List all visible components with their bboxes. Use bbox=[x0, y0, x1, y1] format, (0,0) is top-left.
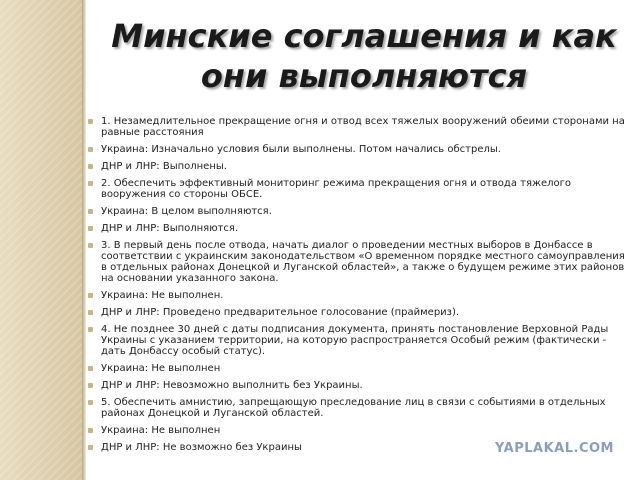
bullet-icon bbox=[88, 383, 93, 388]
bullet-icon bbox=[88, 209, 93, 214]
bullet-icon bbox=[88, 310, 93, 315]
list-item bbox=[88, 178, 628, 200]
list-item-text: 2. Обеспечить эффективный мониторинг режима прекращения огня и отвода тяжелого вооружения со стороны ОБСЕ. bbox=[101, 178, 572, 200]
list-item bbox=[88, 144, 628, 155]
list-item-text: ДНР и ЛНР: Не возможно без Украины bbox=[101, 442, 302, 453]
list-item bbox=[88, 307, 628, 318]
list-item bbox=[88, 161, 628, 172]
list-item bbox=[88, 240, 628, 284]
list-item-text: Украина: Не выполнен bbox=[101, 425, 221, 436]
decorative-side-band bbox=[0, 0, 82, 480]
bullet-icon bbox=[88, 119, 93, 124]
bullet-icon bbox=[88, 226, 93, 231]
list-item-text: ДНР и ЛНР: Выполняются. bbox=[101, 223, 239, 234]
list-item-text: Украина: Не выполнен. bbox=[101, 290, 224, 301]
bullet-icon bbox=[88, 293, 93, 298]
list-item bbox=[88, 363, 628, 374]
bullet-icon bbox=[88, 445, 93, 450]
list-item bbox=[88, 425, 628, 436]
bullet-icon bbox=[88, 428, 93, 433]
bullet-icon bbox=[88, 164, 93, 169]
bullet-icon bbox=[88, 243, 93, 248]
list-item-text: 5. Обеспечить амнистию, запрещающую преследование лиц в связи с событиями в отдельных районах Донецкой и Луганской областей. bbox=[101, 397, 606, 419]
bullet-icon bbox=[88, 327, 93, 332]
list-item bbox=[88, 223, 628, 234]
list-item bbox=[88, 116, 628, 138]
list-item-text: 1. Незамедлительное прекращение огня и отвод всех тяжелых вооружений обеими сторонами на равные расстояния bbox=[101, 116, 625, 138]
list-item-text: Украина: Изначально условия были выполнены. Потом начались обстрелы. bbox=[101, 144, 501, 155]
list-item-text: ДНР и ЛНР: Проведено предварительное голосование (праймериз). bbox=[101, 307, 460, 318]
bullet-icon bbox=[88, 181, 93, 186]
list-item-text: Украина: В целом выполняются. bbox=[101, 206, 272, 217]
list-item-text: 4. Не позднее 30 дней с даты подписания документа, принять постановление Верховной Рады Украины с указанием территории, на которую распространяется Особый режим (фактически - дать Донбассу особый статус). bbox=[101, 324, 609, 357]
list-item bbox=[88, 397, 628, 419]
list-item bbox=[88, 206, 628, 217]
list-item bbox=[88, 290, 628, 301]
list-item-text: Украина: Не выполнен bbox=[101, 363, 221, 374]
watermark: YAPLAKAL.COM bbox=[495, 441, 614, 456]
list-item bbox=[88, 324, 628, 357]
bullet-list bbox=[88, 116, 628, 459]
bullet-icon bbox=[88, 400, 93, 405]
decorative-band-edge bbox=[82, 0, 86, 480]
list-item-text: 3. В первый день после отвода, начать диалог о проведении местных выборов в Донбассе в соответствии с украинским законодательством «О временном порядке местного самоуправления в отдельных районах Донецкой и Луганской областей», а также о будущем режиме этих районов на основании указанного закона. bbox=[101, 240, 625, 284]
bullet-icon bbox=[88, 147, 93, 152]
list-item-text: ДНР и ЛНР: Выполнены. bbox=[101, 161, 227, 172]
slide-title: Минские соглашения и как они выполняются bbox=[111, 17, 617, 95]
list-item bbox=[88, 380, 628, 391]
list-item-text: ДНР и ЛНР: Невозможно выполнить без Украины. bbox=[101, 380, 363, 391]
bullet-icon bbox=[88, 366, 93, 371]
